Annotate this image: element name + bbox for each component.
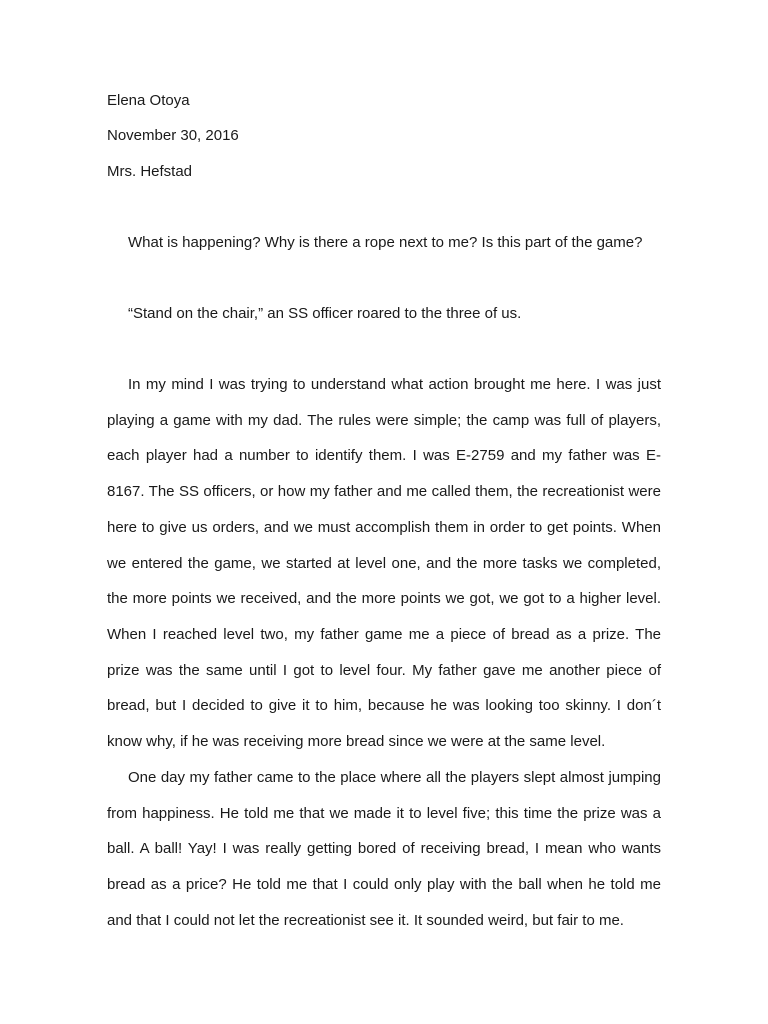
author-name: Elena Otoya bbox=[107, 92, 190, 109]
document-date: November 30, 2016 bbox=[107, 127, 239, 144]
teacher-name: Mrs. Hefstad bbox=[107, 163, 193, 180]
body-paragraph-1: In my mind I was trying to understand what action brought me here. I was just playing a game with my dad. The rules were simple; the camp was full of players, each player had a number to identify them. I was E-2759 and my father was E-8167. The SS officers, or how my father and me called them, the recreationist were here to give us orders, and we must accomplish them in order to get points. When we entered the game, we started at level one, and the more tasks we completed, the more points we received, and the more points we got, we got to a higher level. When I reached level two, my father game me a piece of bread as a prize. The prize was the same until I got to level four. My father gave me another piece of bread, but I decided to give it to him, because he was looking too skinny. I don´t know why, if he was receiving more bread since we were at the same level. bbox=[107, 376, 661, 751]
body-paragraph-2: One day my father came to the place where all the players slept almost jumping from happiness. He told me that we made it to level five; this time the prize was a ball. A ball! Yay! I was really getting bored of receiving bread, I mean who wants bread as a price? He told me that I could only play with the ball when he told me and that I could not let the recreationist see it. It sounded weird, but fair to me. bbox=[107, 769, 661, 929]
opening-line: What is happening? Why is there a rope next to me? Is this part of the game? bbox=[128, 234, 643, 251]
officer-quote: “Stand on the chair,” an SS officer roared to the three of us. bbox=[128, 305, 522, 322]
